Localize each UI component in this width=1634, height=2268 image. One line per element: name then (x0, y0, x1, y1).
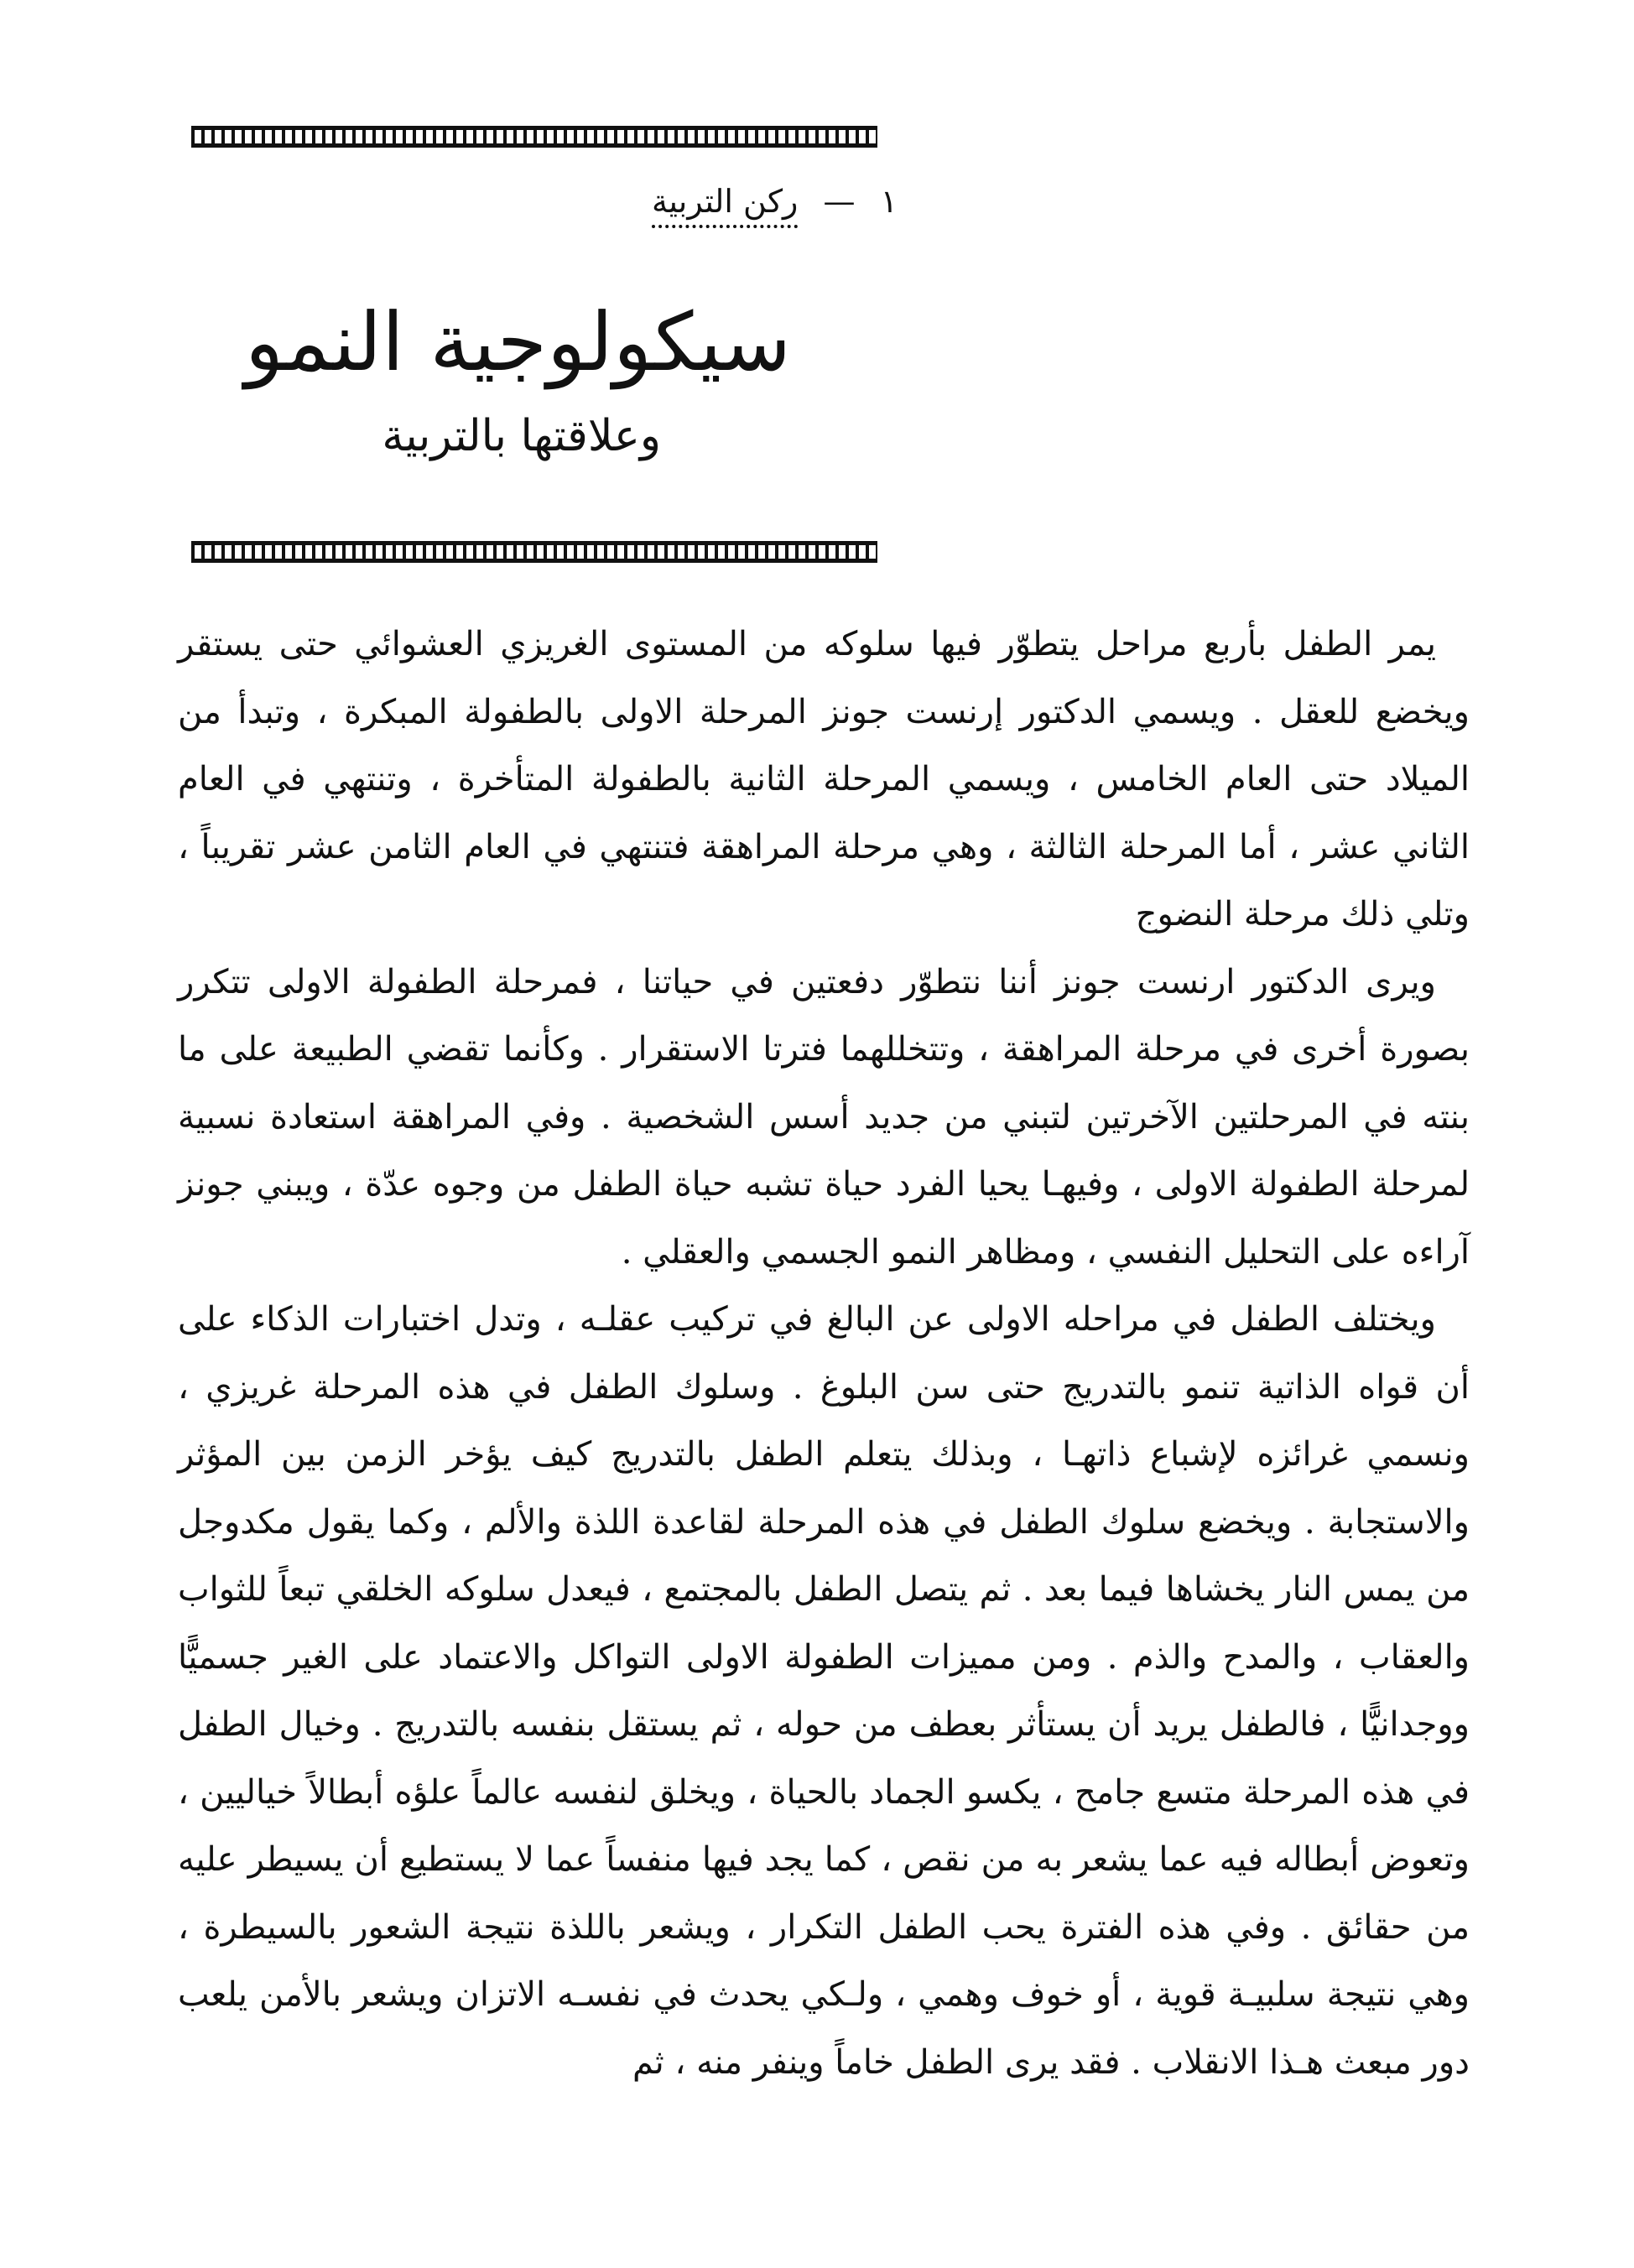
section-name: ركن التربية (652, 183, 798, 228)
article-body (178, 611, 1470, 2096)
top-decorative-border (191, 126, 877, 148)
paragraph-3: ويختلف الطفل في مراحله الاولى عن البالغ في تركيب عقلـه ، وتدل اختبارات الذكاء على أن قواه الذاتية تنمو بالتدريج حتى سن البلوغ . وسلوك الطفل في هذه المرحلة غريزي ، ونسمي غرائزه لإشباع ذاتهـا ، وبذلك يتعلم الطفل بالتدريج كيف يؤخر الزمن بين المؤثر والاستجابة . ويخضع سلوك الطفل في هذه المرحلة لقاعدة اللذة والألم ، وكما يقول مكدوجل من يمس النار يخشاها فيما بعد . ثم يتصل الطفل بالمجتمع ، فيعدل سلوكه الخلقي تبعاً للثواب والعقاب ، والمدح والذم . ومن مميزات الطفولة الاولى التواكل والاعتماد على الغير جسميًّا ووجدانيًّا ، فالطفل يريد أن يستأثر بعطف من حوله ، ثم يستقل بنفسه بالتدريج . وخيال الطفل في هذه المرحلة متسع جامح ، يكسو الجماد بالحياة ، ويخلق لنفسه عالماً علؤه أبطالاً خياليين ، وتعوض أبطاله فيه عما يشعر به من نقص ، كما يجد فيها منفساً عما لا يستطيع أن يسيطر عليه من حقائق . وفي هذه الفترة يحب الطفل التكرار ، ويشعر باللذة نتيجة الشعور بالسيطرة ، وهي نتيجة سلبيـة قوية ، أو خوف وهمي ، ولـكي يحدث في نفسـه الاتزان ويشعر بالأمن يلعب دور مبعث هـذا الانقلاب . فقد يرى الطفل خاماً وينفر منه ، ثم (178, 1300, 1470, 2082)
bottom-decorative-border (191, 541, 877, 563)
section-number: ١ (880, 183, 898, 220)
article-subtitle: وعلاقتها بالتربية (382, 411, 661, 461)
article-title: سيكولوجية النمو (244, 295, 791, 389)
paragraph-2: ويرى الدكتور ارنست جونز أننا نتطوّر دفعتين في حياتنا ، فمرحلة الطفولة الاولى تتكرر بصورة أخرى في مرحلة المراهقة ، وتتخللهما فترتا الاستقرار . وكأنما تقضي الطبيعة على ما بنته في المرحلتين الآخرتين لتبني من جديد أسس الشخصية . وفي المراهقة استعادة نسبية لمرحلة الطفولة الاولى ، وفيهـا يحيا الفرد حياة تشبه حياة الطفل من وجوه عدّة ، ويبني جونز آراءه على التحليل النفسي ، ومظاهر النمو الجسمي والعقلي . (178, 962, 1470, 1272)
section-dash: — (823, 183, 856, 220)
section-label (652, 183, 898, 220)
paragraph-1: يمر الطفل بأربع مراحل يتطوّر فيها سلوكه من المستوى الغريزي العشوائي حتى يستقر ويخضع للعقل . ويسمي الدكتور إرنست جونز المرحلة الاولى بالطفولة المبكرة ، وتبدأ من الميلاد حتى العام الخامس ، ويسمي المرحلة الثانية بالطفولة المتأخرة ، وتنتهي في العام الثاني عشر ، أما المرحلة الثالثة ، وهي مرحلة المراهقة فتنتهي في العام الثامن عشر تقريباً ، وتلي ذلك مرحلة النضوج (178, 625, 1470, 934)
